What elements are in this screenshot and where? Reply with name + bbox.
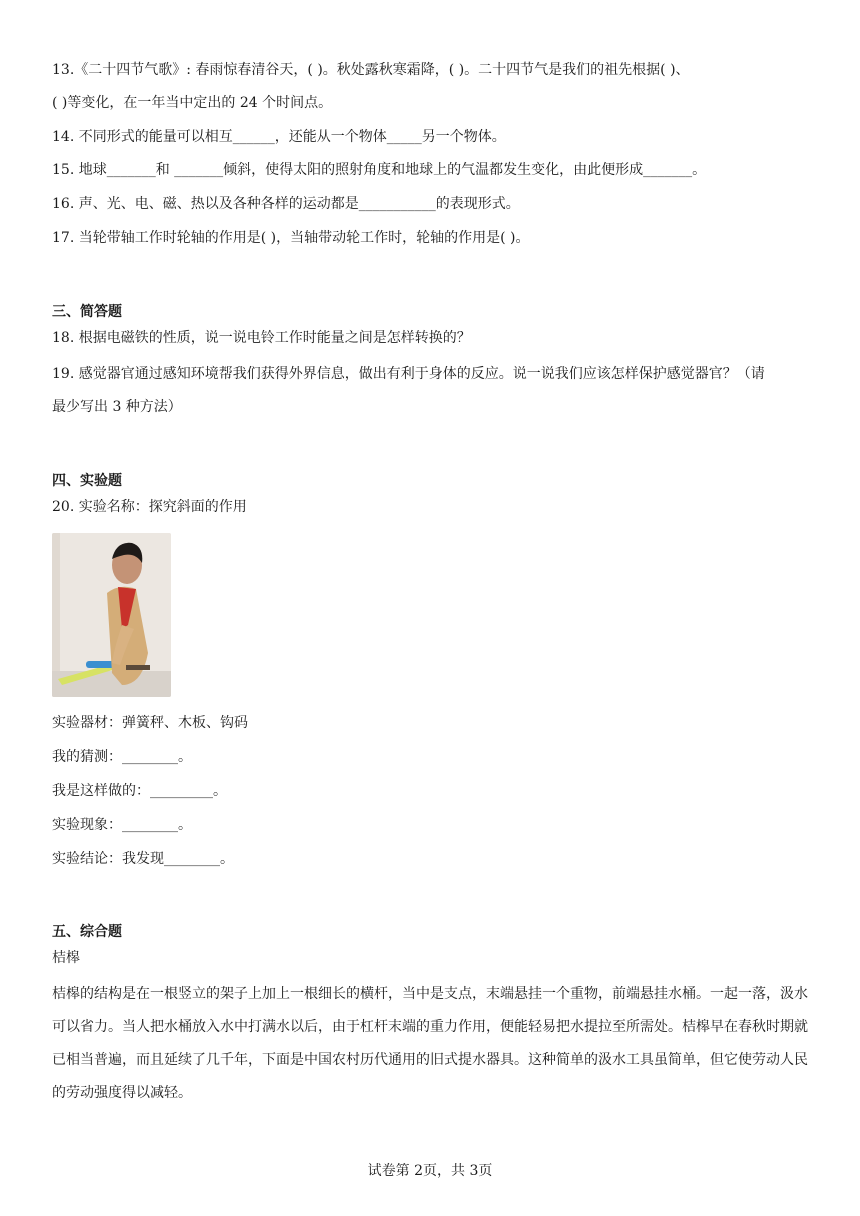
question-19-line2: 最少写出 3 种方法）	[52, 399, 182, 415]
question-20: 20. 实验名称：探究斜面的作用	[52, 499, 247, 515]
experiment-method: 我是这样做的：_________。	[52, 783, 227, 799]
question-16: 16. 声、光、电、磁、热以及各种各样的运动都是___________的表现形式。	[52, 196, 520, 212]
question-14: 14. 不同形式的能量可以相互______，还能从一个物体_____另一个物体。	[52, 129, 506, 145]
section-comprehensive-title: 五、综合题	[52, 924, 122, 940]
section-experiment-title: 四、实验题	[52, 473, 122, 489]
section-short-answer-title: 三、简答题	[52, 304, 122, 320]
passage-paragraph: 桔槔的结构是在一根竖立的架子上加上一根细长的横杆，当中是支点，末端悬挂一个重物，前端悬挂水桶。一起一落，汲水可以省力。当人把水桶放入水中打满水以后，由于杠杆末端的重力作用，便能轻易把水提拉至所需处。桔槔早在春秋时期就已相当普遍，而且延续了几千年，下面是中国农村历代通用的旧式提水器具。这种简单的汲水工具虽简单，但它使劳动人民的劳动强度得以减轻。	[52, 986, 808, 1101]
experiment-guess: 我的猜测：________。	[52, 749, 192, 765]
question-19-line1: 19. 感觉器官通过感知环境帮我们获得外界信息，做出有利于身体的反应。说一说我们应该怎样保护感觉器官？（请	[52, 366, 765, 382]
experiment-photo	[52, 533, 171, 697]
experiment-materials: 实验器材：弹簧秤、木板、钩码	[52, 715, 248, 731]
experiment-conclusion: 实验结论：我发现________。	[52, 851, 234, 867]
question-17: 17. 当轮带轴工作时轮轴的作用是( )，当轴带动轮工作时，轮轴的作用是( )。	[52, 230, 530, 246]
question-15: 15. 地球_______和 _______倾斜，使得太阳的照射角度和地球上的气温都发生变化，由此便形成_______。	[52, 162, 707, 178]
page-footer: 试卷第 2页，共 3页	[367, 1163, 493, 1179]
passage-title: 桔槔	[52, 950, 80, 966]
question-18: 18. 根据电磁铁的性质，说一说电铃工作时能量之间是怎样转换的？	[52, 330, 471, 346]
question-13-line2: ( )等变化，在一年当中定出的 24 个时间点。	[52, 95, 333, 111]
experiment-phenomenon: 实验现象：________。	[52, 817, 192, 833]
question-13-line1: 13.《二十四节气歌》: 春雨惊春清谷天，( )。秋处露秋寒霜降，( )。二十四节气是我们的祖先根据( )、	[52, 62, 690, 78]
